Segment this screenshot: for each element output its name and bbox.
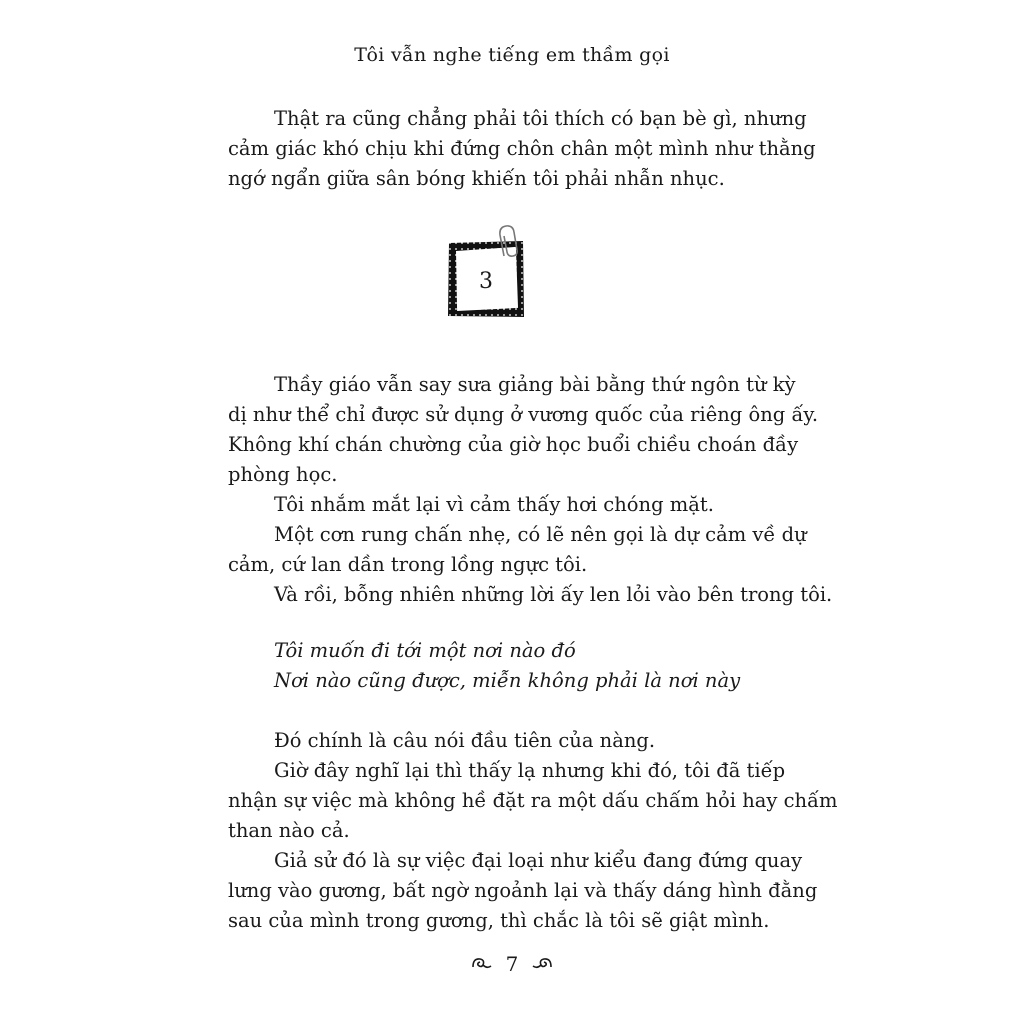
text-line: Giả sử đó là sự việc đại loại như kiểu đang đứng quay (274, 849, 803, 872)
text-line: Đó chính là câu nói đầu tiên của nàng. (274, 729, 656, 752)
closing-paragraph (228, 726, 748, 756)
text-line: than nào cả. (228, 819, 350, 842)
page-header: Tôi vẫn nghe tiếng em thầm gọi (354, 44, 670, 66)
text-line: cảm, cứ lan dần trong lồng ngực tôi. (228, 553, 588, 576)
text-line: nhận sự việc mà không hề đặt ra một dấu chấm hỏi hay chấm (228, 789, 838, 812)
flourish-right-icon (531, 952, 553, 976)
text-line: Thầy giáo vẫn say sưa giảng bài bằng thứ ngôn từ kỳ (274, 373, 796, 396)
quote-line: Tôi muốn đi tới một nơi nào đó (274, 639, 576, 662)
text-line: sau của mình trong gương, thì chắc là tôi sẽ giật mình. (228, 909, 770, 932)
quote-block (228, 636, 748, 696)
closing-paragraph (228, 756, 838, 846)
flourish-left-icon (471, 952, 493, 976)
page-number: 7 (505, 951, 519, 976)
section-paragraph (228, 520, 807, 580)
text-line: Và rồi, bỗng nhiên những lời ấy len lỏi vào bên trong tôi. (274, 583, 833, 606)
text-line: dị như thể chỉ được sử dụng ở vương quốc của riêng ông ấy. (228, 403, 819, 426)
page-footer (0, 950, 1024, 976)
text-line: cảm giác khó chịu khi đứng chôn chân một mình như thằng (228, 137, 816, 160)
section-paragraph (228, 580, 833, 610)
opening-paragraph (228, 104, 816, 194)
text-line: Không khí chán chường của giờ học buổi chiều choán đầy (228, 433, 799, 456)
text-line: Một cơn rung chấn nhẹ, có lẽ nên gọi là dự cảm về dự (274, 523, 807, 546)
quote-line: Nơi nào cũng được, miễn không phải là nơi này (274, 669, 741, 692)
text-line: Tôi nhắm mắt lại vì cảm thấy hơi chóng mặt. (274, 493, 714, 516)
text-line: phòng học. (228, 463, 338, 486)
text-line: Giờ đây nghĩ lại thì thấy lạ nhưng khi đó, tôi đã tiếp (274, 759, 786, 782)
text-line: ngớ ngẩn giữa sân bóng khiến tôi phải nhẫn nhục. (228, 167, 725, 190)
section-paragraph (228, 370, 819, 490)
chapter-number: 3 (479, 269, 493, 294)
text-line: lưng vào gương, bất ngờ ngoảnh lại và thấy dáng hình đằng (228, 879, 818, 902)
text-line: Thật ra cũng chẳng phải tôi thích có bạn bè gì, nhưng (274, 107, 807, 130)
paperclip-icon (496, 223, 522, 259)
section-paragraph (228, 490, 748, 520)
closing-paragraph (228, 846, 818, 936)
